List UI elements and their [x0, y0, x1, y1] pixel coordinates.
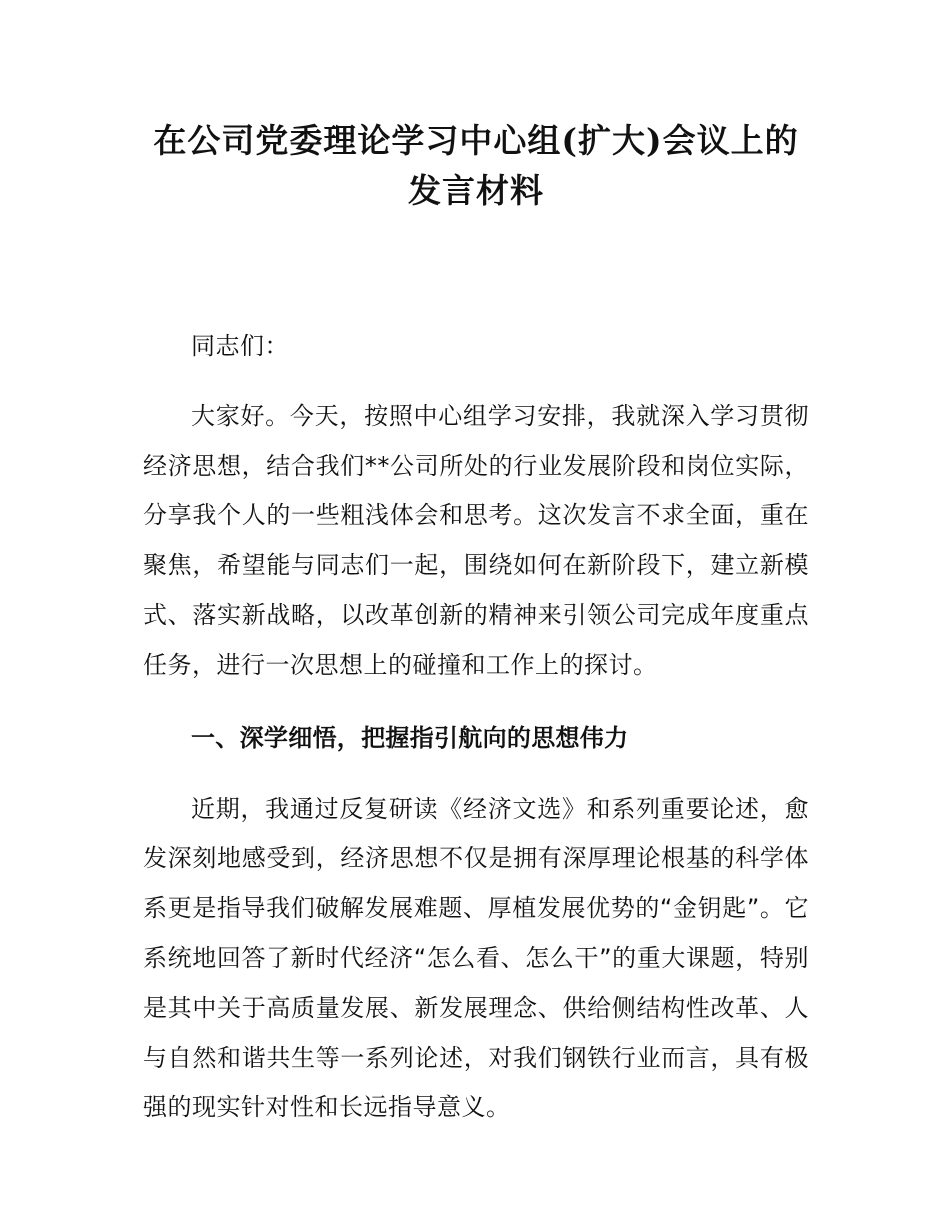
paragraph-section-1: 近期，我通过反复研读《经济文选》和系列重要论述，愈发深刻地感受到，经济思想不仅是拥有深厚理论根基的科学体系更是指导我们破解发展难题、厚植发展优势的“金钥匙”。它系统地回答了新时代经济“怎么看、怎么干”的重大课题，特别是其中关于高质量发展、新发展理念、供给侧结构性改革、人与自然和谐共生等一系列论述，对我们钢铁行业而言，具有极强的现实针对性和长远指导意义。 [143, 794, 809, 1122]
title-line-1: 在公司党委理论学习中心组(扩大)会议上的 [153, 121, 799, 160]
paragraph-intro: 大家好。今天，按照中心组学习安排，我就深入学习贯彻经济思想，结合我们**公司所处的行业发展阶段和岗位实际，分享我个人的一些粗浅体会和思考。这次发言不求全面，重在聚焦，希望能与同志们一起，围绕如何在新阶段下，建立新模式、落实新战略，以改革创新的精神来引领公司完成年度重点任务，进行一次思想上的碰撞和工作上的探讨。 [143, 401, 809, 679]
document-title [143, 116, 809, 216]
section-heading-1: 一、深学细悟，把握指引航向的思想伟力 [191, 723, 629, 752]
document-body [143, 322, 809, 1133]
title-line-2: 发言材料 [408, 171, 544, 210]
salutation: 同志们： [191, 332, 289, 360]
